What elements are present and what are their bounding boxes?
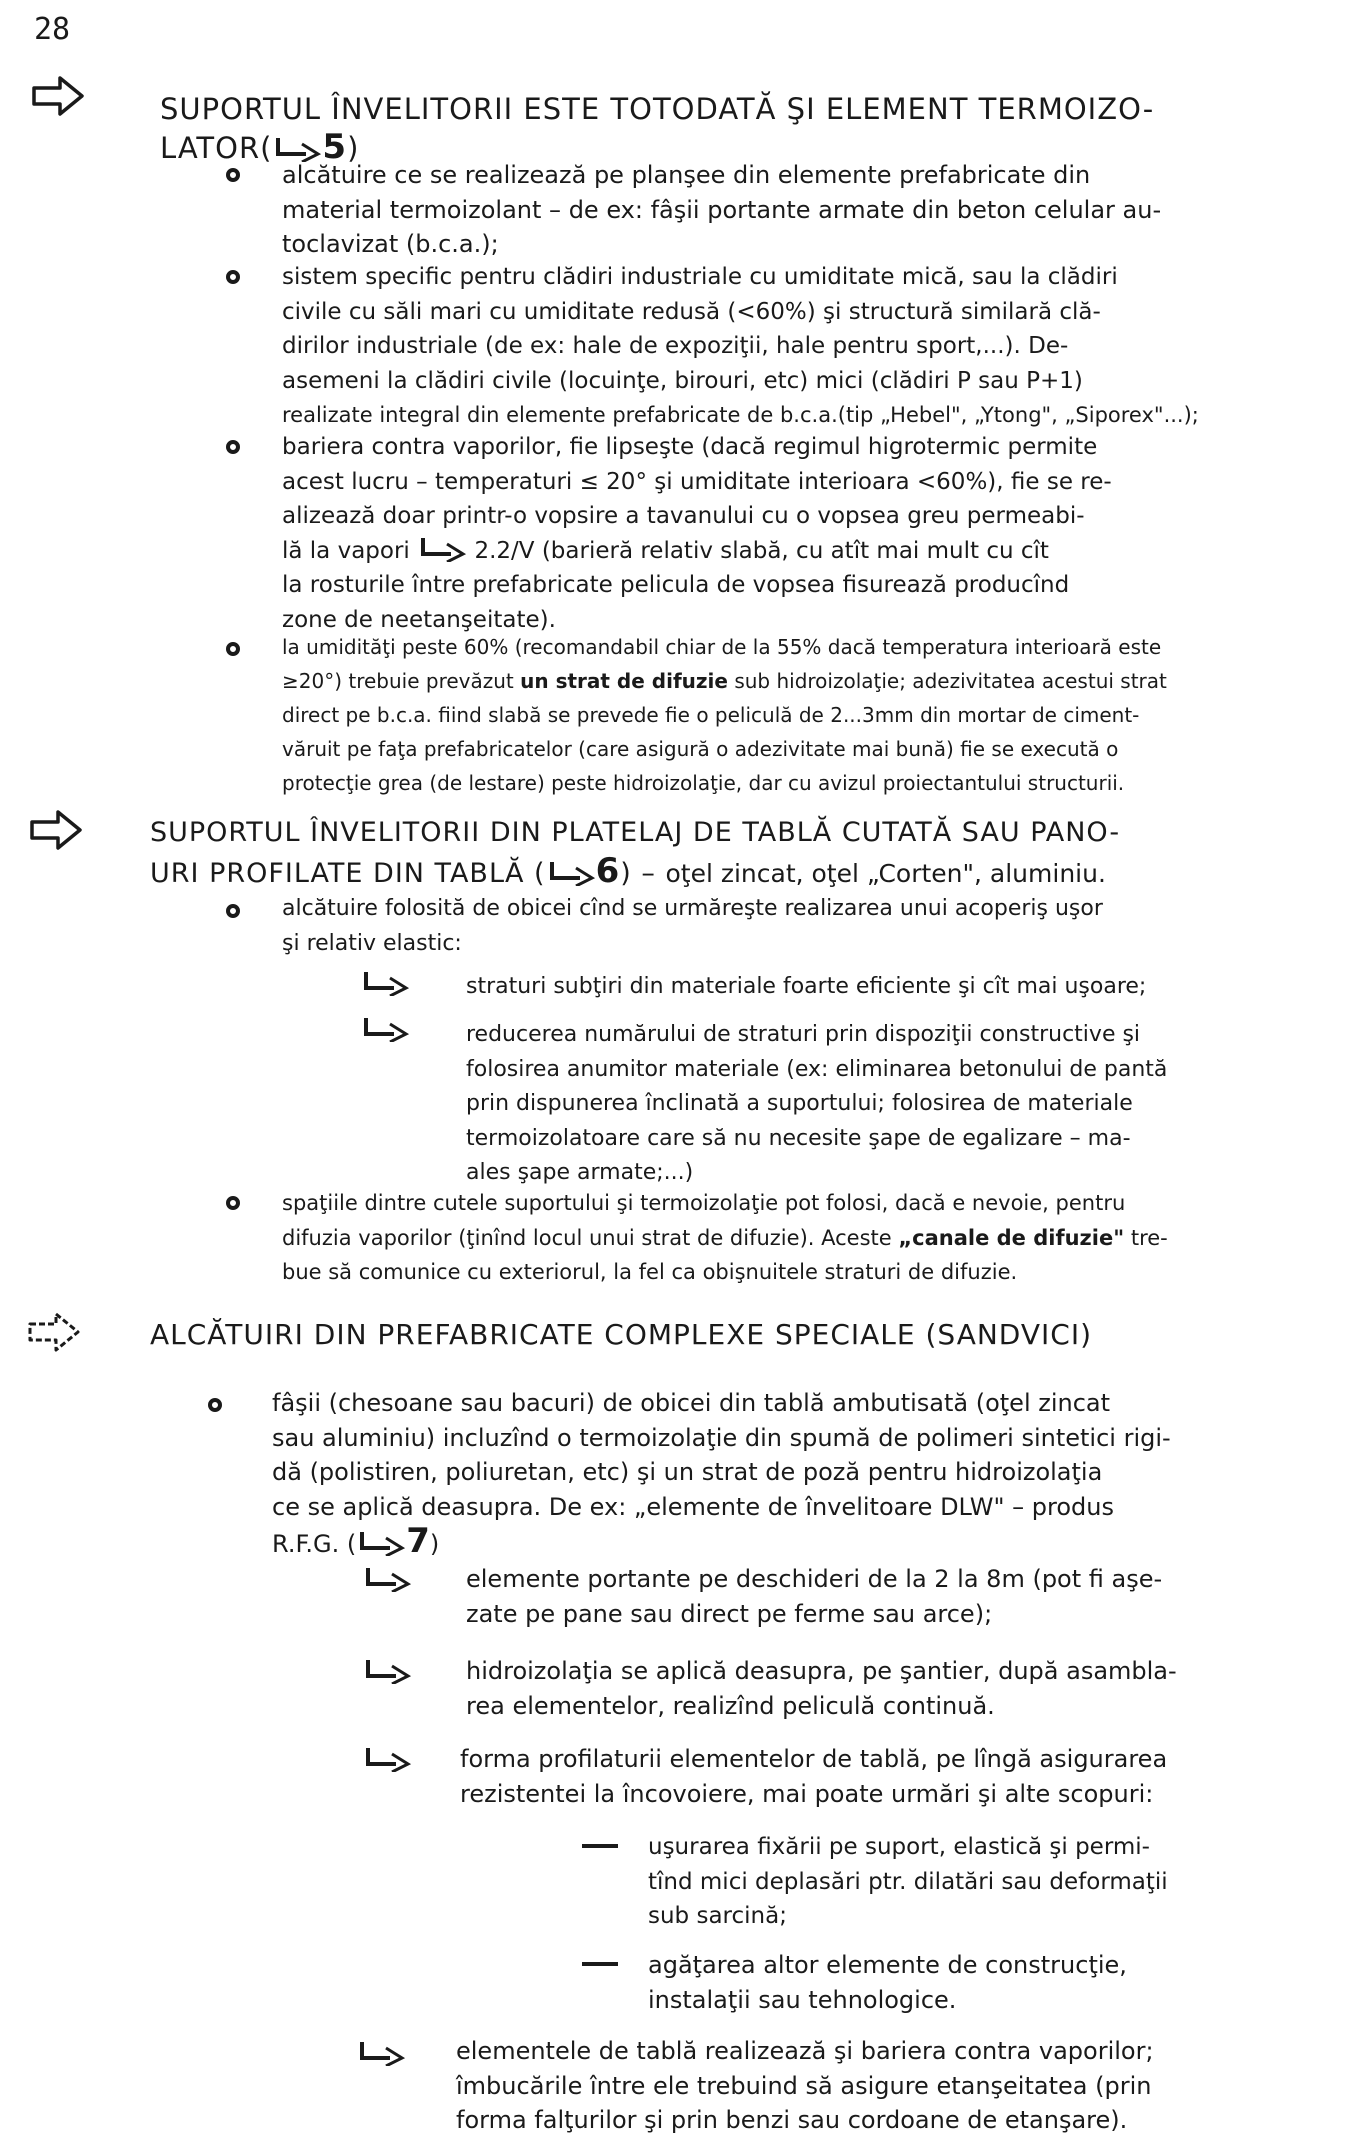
text-line: elemente portante pe deschideri de la 2 la 8m (pot fi aşe- (466, 1565, 1163, 1593)
section3-sub-item-3 (460, 1742, 1330, 1811)
section3-dash-item-2 (648, 1948, 1328, 2017)
text-fragment: ≥20°) trebuie prevăzut (282, 669, 514, 693)
outline-arrow-icon (28, 808, 84, 852)
text-line: termoizolatoare care să nu necesite şape de egalizare – ma- (466, 1125, 1131, 1151)
text-line: civile cu săli mari cu umiditate redusă (<60%) şi structură similară clă- (282, 298, 1101, 325)
figure-ref-arrow-icon (546, 858, 596, 889)
section1-heading-line1: SUPORTUL ÎNVELITORII ESTE TOTODATĂ ŞI ELEMENT TERMOIZO- (160, 92, 1155, 126)
text-line: sistem specific pentru clădiri industriale cu umiditate mică, sau la clădiri (282, 264, 1118, 290)
text-line: material termoizolant – de ex: fâşii portante armate din beton celular au- (282, 195, 1162, 224)
text-fragment: ) (429, 1530, 440, 1558)
section2-heading-line2 (150, 852, 1330, 893)
text-line: rea elementelor, realizînd peliculă continuă. (466, 1691, 995, 1720)
text-line: spaţiile dintre cutele suportului şi termoizolaţie pot folosi, dacă e nevoie, pentru (282, 1191, 1126, 1215)
text-line: sub sarcină; (648, 1903, 787, 1929)
section2-heading-line1: SUPORTUL ÎNVELITORII DIN PLATELAJ DE TABLĂ CUTATĂ SAU PANO- (150, 817, 1121, 848)
text-line: la umidităţi peste 60% (recomandabil chiar de la 55% dacă temperatura interioară este (282, 635, 1162, 659)
section2-heading (150, 814, 1330, 893)
hook-arrow-icon (360, 970, 410, 996)
bullet-icon (226, 904, 240, 918)
text-fragment: R.F.G. ( (272, 1530, 357, 1558)
hook-arrow-icon (362, 1658, 412, 1684)
section1-bullet-1 (282, 158, 1322, 262)
text-line: tînd mici deplasări ptr. dilatări sau deformaţii (648, 1868, 1168, 1895)
section3-sub-item-4 (456, 2034, 1336, 2138)
bullet-icon (226, 168, 240, 182)
text-line: forma falţurilor şi prin benzi sau cordoane de etanşare). (456, 2106, 1128, 2134)
dash-bullet (582, 1844, 618, 1848)
section2-sub-item-1 (466, 970, 1326, 1005)
text-line: prin dispunerea înclinată a suportului; folosirea de materiale (466, 1091, 1133, 1116)
section1-bullet-2 (282, 260, 1322, 433)
bullet-icon (226, 440, 240, 454)
section2-bullet-2 (282, 1186, 1332, 1290)
text-line: agăţarea altor elemente de construcţie, (648, 1951, 1127, 1979)
text-line: acest lucru – temperaturi ≤ 20° şi umiditate interioara <60%), fie se re- (282, 468, 1112, 495)
section2-sub-item-2 (466, 1018, 1326, 1191)
bullet-icon (226, 270, 240, 284)
section1-bullet-3 (282, 430, 1322, 637)
text-fragment-bold: „canale de difuzie" (898, 1225, 1125, 1250)
text-line: ce se aplică deasupra. De ex: „elemente de învelitoare DLW" – produs (272, 1492, 1114, 1521)
text-line (282, 1221, 1332, 1256)
section1-figure-ref: 5 (322, 127, 348, 167)
figure-ref-arrow-icon (417, 538, 467, 564)
section1-heading (160, 90, 1330, 167)
section3-figure-ref: 7 (406, 1521, 430, 1561)
text-fragment: tre- (1130, 1225, 1168, 1250)
text-line: forma profilaturii elementelor de tablă, pe lîngă asigurarea (460, 1745, 1168, 1773)
text-line: folosirea anumitor materiale (ex: eliminarea betonului de pantă (466, 1056, 1168, 1082)
text-line: zate pe pane sau direct pe ferme sau arce); (466, 1599, 993, 1628)
text-line: straturi subţiri din materiale foarte eficiente şi cît mai uşoare; (466, 974, 1147, 999)
hook-arrow-icon (356, 2040, 406, 2066)
text-line (272, 1521, 1322, 1562)
section2-heading-line2-post: ) – (620, 858, 656, 889)
text-line: direct pe b.c.a. fiind slabă se prevede fie o peliculă de 2...3mm din mortar de ciment- (282, 703, 1140, 727)
text-fragment: sub hidroizolaţie; adezivitatea acestui strat (734, 669, 1167, 693)
text-line: elementele de tablă realizează şi bariera contra vaporilor; (456, 2037, 1154, 2065)
text-fragment-bold: un strat de difuzie (520, 669, 728, 693)
text-line: alcătuire folosită de obicei cînd se urmăreşte realizarea unui acoperiş uşor (282, 896, 1103, 921)
section3-sub-item-2 (466, 1654, 1326, 1723)
text-line: îmbucările între ele trebuind să asigure etanşeitatea (prin (456, 2071, 1152, 2100)
section2-figure-ref: 6 (595, 851, 621, 891)
text-line: hidroizolaţia se aplică deasupra, pe şantier, după asambla- (466, 1657, 1177, 1685)
text-line: asemeni la clădiri civile (locuinţe, birouri, etc) mici (clădiri P sau P+1) (282, 367, 1083, 394)
text-line: sau aluminiu) incluzînd o termoizolaţie din spumă de polimeri sintetici rigi- (272, 1423, 1171, 1452)
text-line: zone de neetanşeitate). (282, 606, 556, 633)
outline-arrow-icon (30, 74, 86, 118)
text-line (282, 534, 1322, 569)
figure-ref-arrow-icon (356, 1530, 406, 1558)
section2-heading-materials: oţel zincat, oţel „Corten", aluminiu. (665, 859, 1106, 888)
outline-arrow-icon (26, 1310, 82, 1354)
text-line: bue să comunice cu exteriorul, la fel ca obişnuitele straturi de difuzie. (282, 1260, 1018, 1284)
section3-heading: ALCĂTUIRI DIN PREFABRICATE COMPLEXE SPECIALE (SANDVICI) (150, 1318, 1093, 1351)
text-line: instalaţii sau tehnologice. (648, 1985, 957, 2014)
section3-sub-item-1 (466, 1562, 1326, 1631)
text-line: văruit pe faţa prefabricatelor (care asigură o adezivitate mai bună) fie se execută o (282, 737, 1119, 761)
text-line: dirilor industriale (de ex: hale de expoziţii, hale pentru sport,...). De- (282, 333, 1069, 359)
text-line: şi relativ elastic: (282, 930, 462, 956)
text-fragment: lă la vapori (282, 537, 410, 564)
text-line: reducerea numărului de straturi prin dispoziţii constructive şi (466, 1022, 1141, 1047)
text-fragment: difuzia vaporilor (ţinînd locul unui strat de difuzie). Aceste (282, 1225, 892, 1250)
text-line: alcătuire ce se realizează pe planşee din elemente prefabricate din (282, 161, 1091, 189)
bullet-icon (226, 642, 240, 656)
section1-heading-line2-post: ) (347, 131, 360, 165)
bullet-icon (208, 1398, 222, 1412)
text-line: ales şape armate;...) (466, 1160, 694, 1185)
text-line: fâşii (chesoane sau bacuri) de obicei din tablă ambutisată (oţel zincat (272, 1389, 1111, 1417)
section3-bullet-1 (272, 1386, 1322, 1562)
text-line: protecţie grea (de lestare) peste hidroizolaţie, dar cu avizul proiectantului structurii. (282, 771, 1125, 795)
text-line: uşurarea fixării pe suport, elastică şi permi- (648, 1834, 1150, 1860)
text-line: la rosturile între prefabricate pelicula de vopsea fisurează producînd (282, 572, 1070, 598)
text-line: alizează doar printr-o vopsire a tavanului cu o vopsea greu permeabi- (282, 503, 1085, 529)
section1-bullet-4 (282, 630, 1332, 800)
bullet-icon (226, 1196, 240, 1210)
hook-arrow-icon (360, 1016, 410, 1042)
text-line: rezistentei la încovoiere, mai poate urmări şi alte scopuri: (460, 1779, 1154, 1808)
hook-arrow-icon (362, 1566, 412, 1592)
text-line: dă (polistiren, poliuretan, etc) şi un strat de poză pentru hidroizolaţia (272, 1458, 1103, 1486)
page-number: 28 (34, 12, 71, 47)
hook-arrow-icon (362, 1746, 412, 1772)
section2-bullet-1 (282, 892, 1322, 961)
dash-bullet (582, 1962, 618, 1966)
text-line: toclavizat (b.c.a.); (282, 230, 499, 258)
section1-heading-line2-pre: LATOR( (160, 131, 273, 165)
text-line: realizate integral din elemente prefabricate de b.c.a.(tip „Hebel", „Ytong", „Siporex"...); (282, 403, 1199, 427)
text-fragment: 2.2/V (barieră relativ slabă, cu atît mai mult cu cît (474, 537, 1049, 564)
section3-dash-item-1 (648, 1830, 1328, 1934)
text-line: bariera contra vaporilor, fie lipseşte (dacă regimul higrotermic permite (282, 434, 1098, 460)
section2-heading-line2-pre: URI PROFILATE DIN TABLĂ ( (150, 858, 546, 889)
text-line (282, 664, 1332, 698)
